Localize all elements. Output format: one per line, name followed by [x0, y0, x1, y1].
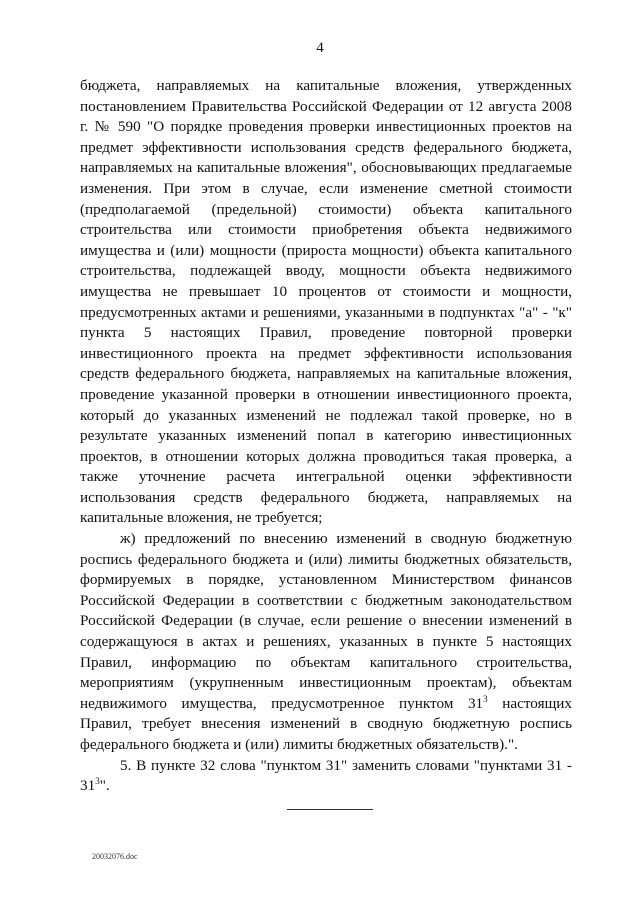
document-body: [80, 76, 572, 797]
paragraph-continuation: бюджета, направляемых на капитальные вложения, утвержденных постановлением Правительства Российской Федерации от 12 августа 2008 г. № 590 "О порядке проведения проверки инвестиционных проектов на предмет эффективности использования средств федерального бюджета, направляемых на капитальные вложения", обосновывающих предлагаемые изменения. При этом в случае, если изменение сметной стоимости (предполагаемой (предельной) стоимости) объекта капитального строительства или стоимости приобретения объекта недвижимого имущества и (или) мощности (прироста мощности) объекта капитального строительства, подлежащей вводу, мощности объекта недвижимого имущества не превышает 10 процентов от стоимости и мощности, предусмотренных актами и решениями, указанными в подпунктах "а" - "к" пункта 5 настоящих Правил, проведение повторной проверки инвестиционного проекта на предмет эффективности использования средств федерального бюджета, направляемых на капитальные вложения, проведение указанной проверки в отношении инвестиционного проекта, который до указанных изменений не подлежал такой проверке, но в результате указанных изменений попал в категорию инвестиционных проектов, в отношении которых должна проводиться такая проверка, а также уточнение расчета интегральной оценки эффективности использования средств федерального бюджета, направляемых на капитальные вложения, не требуется;: [80, 77, 572, 527]
paragraph-5: [80, 756, 572, 797]
superscript: 3: [95, 776, 100, 787]
paragraph-zh-text-end: настоящих Правил, требует внесения изменений в сводную бюджетную роспись федерального бюджета и (или) лимиты бюджетных обязательств).".: [80, 694, 572, 753]
page-number: 4: [316, 40, 324, 56]
paragraph-zh-text: ж) предложений по внесению изменений в сводную бюджетную роспись федерального бюджета и (или) лимиты бюджетных обязательств, формируемых в порядке, установленном Министерством финансов Российской Федерации в соответствии с бюджетным законодательством Российской Федерации (в случае, если решение о внесении изменений в содержащуюся в актах и решениях, указанных в пункте 5 настоящих Правил, информацию по объектам капитального строительства, мероприятиям (укрупненным инвестиционным проектам), объектам недвижимого имущества, предусмотренное пунктом 31: [80, 530, 572, 712]
paragraph-zh: [80, 529, 572, 756]
footer-filename: 20032076.doc: [92, 852, 138, 861]
end-divider: [287, 809, 373, 810]
superscript: 3: [483, 693, 488, 704]
paragraph-5-text-end: ".: [99, 777, 110, 795]
paragraph-5-text: 5. В пункте 32 слова "пунктом 31" заменить словами "пунктами 31 - 31: [80, 756, 572, 795]
